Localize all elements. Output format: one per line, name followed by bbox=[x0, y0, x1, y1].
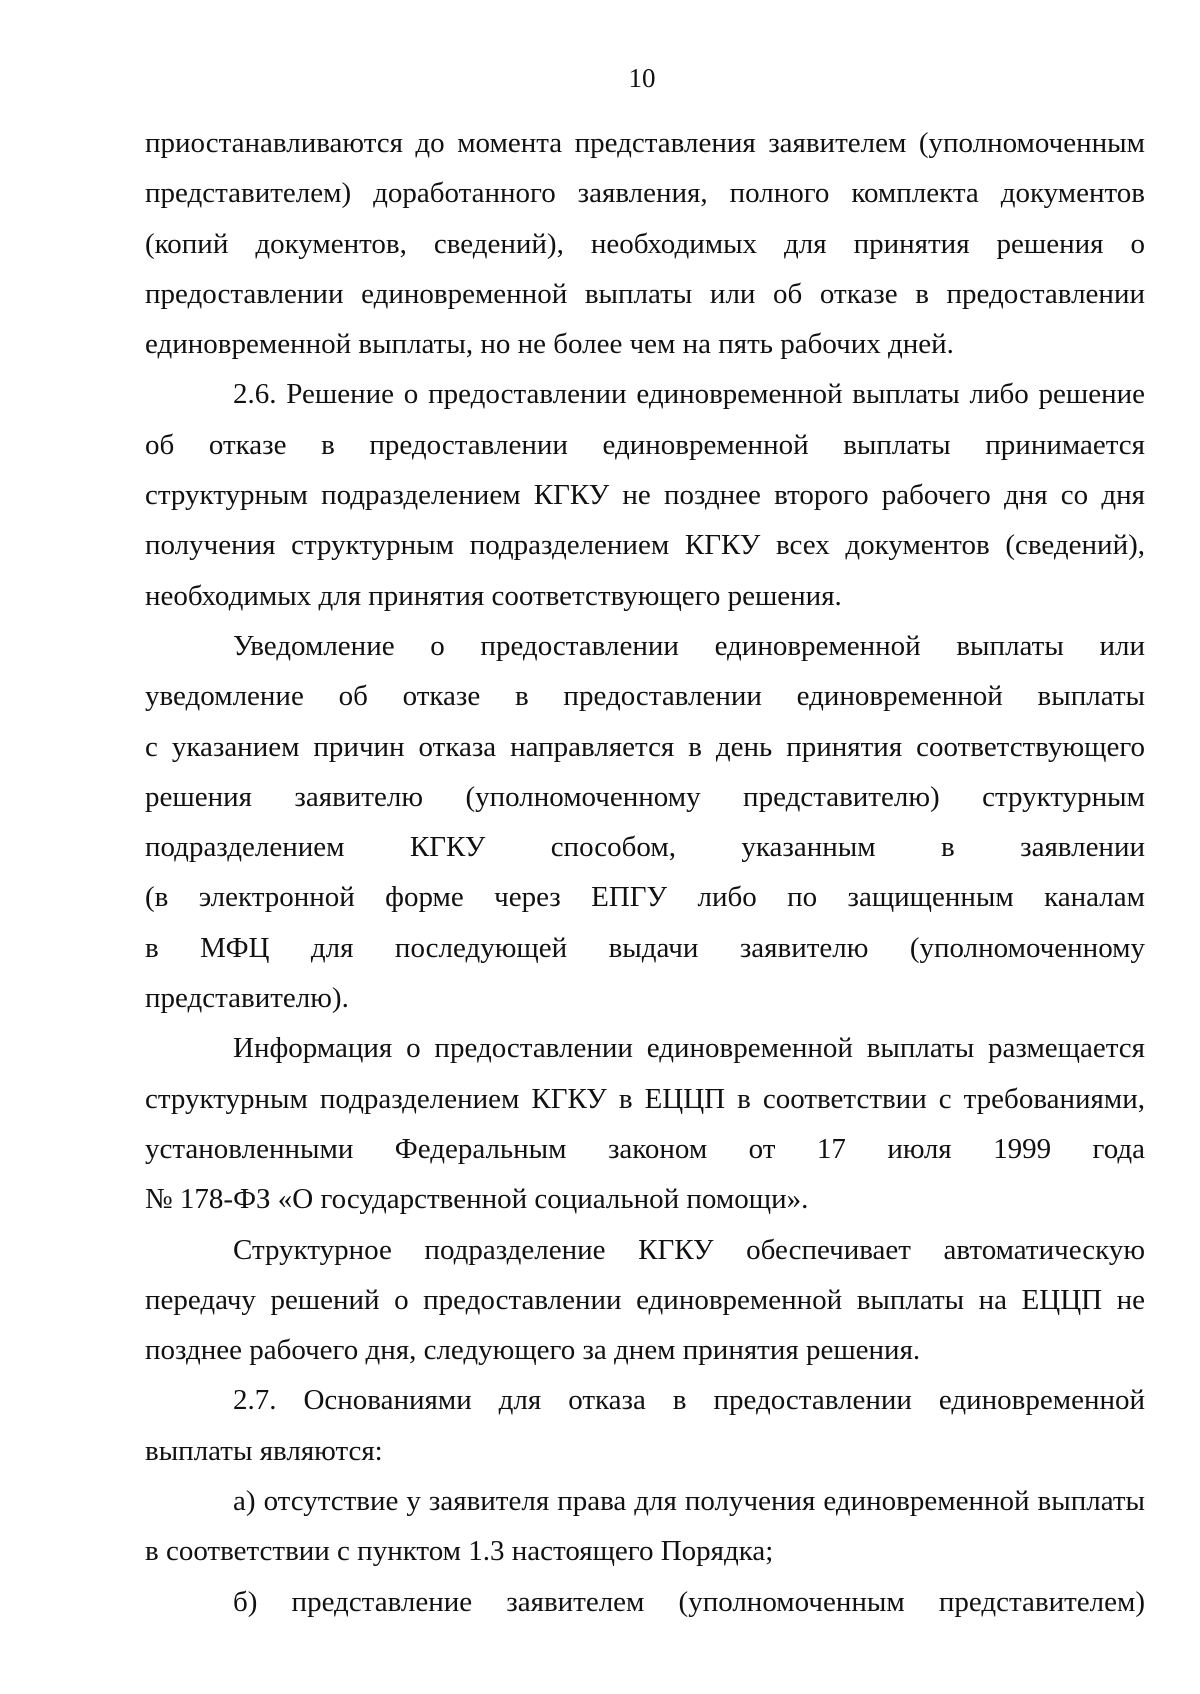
text-line: об отказе в предоставлении единовременной выплаты принимается bbox=[145, 428, 1145, 461]
text-line: приостанавливаются до момента представления заявителем (уполномоченным bbox=[145, 127, 1145, 159]
text-line: (копий документов, сведений), необходимых для принятия решения о bbox=[145, 227, 1145, 260]
text-line: уведомление об отказе в предоставлении единовременной выплаты bbox=[145, 680, 1145, 713]
text-line: Уведомление о предоставлении единовременной выплаты или bbox=[233, 629, 1145, 662]
paragraph bbox=[145, 1476, 1145, 1577]
text-line: установленными Федеральным законом от 17 июля 1999 года bbox=[145, 1132, 1145, 1165]
text-line: получения структурным подразделением КГКУ всех документов (сведений), bbox=[145, 529, 1145, 562]
paragraph bbox=[145, 369, 1145, 620]
text-line: подразделением КГКУ способом, указанным в заявлении bbox=[145, 831, 1145, 864]
text-line: выплаты являются: bbox=[145, 1434, 383, 1467]
text-line: единовременной выплаты, но не более чем на пять рабочих дней. bbox=[145, 328, 954, 361]
paragraph bbox=[145, 1023, 1145, 1224]
text-line: передачу решений о предоставлении единовременной выплаты на ЕЦЦП не bbox=[145, 1283, 1145, 1316]
paragraph bbox=[145, 621, 1145, 1023]
text-line: представителю). bbox=[145, 982, 349, 1015]
text-line: в МФЦ для последующей выдачи заявителю (уполномоченному bbox=[145, 931, 1145, 964]
text-line: Структурное подразделение КГКУ обеспечивает автоматическую bbox=[233, 1233, 1145, 1266]
text-line: (в электронной форме через ЕПГУ либо по защищенным каналам bbox=[145, 881, 1145, 914]
text-line: в соответствии с пунктом 1.3 настоящего Порядка; bbox=[145, 1535, 774, 1568]
paragraph bbox=[145, 1375, 1145, 1476]
text-line: необходимых для принятия соответствующего решения. bbox=[145, 579, 842, 612]
text-line: решения заявителю (уполномоченному представителю) структурным bbox=[145, 780, 1145, 813]
paragraph bbox=[145, 1225, 1145, 1376]
page-number: 10 bbox=[628, 63, 656, 93]
text-line: структурным подразделением КГКУ в ЕЦЦП в соответствии с требованиями, bbox=[145, 1082, 1145, 1115]
text-line: позднее рабочего дня, следующего за днем принятия решения. bbox=[145, 1334, 921, 1367]
document-body bbox=[145, 118, 1145, 1627]
paragraph bbox=[145, 118, 1145, 369]
text-line: а) отсутствие у заявителя права для получения единовременной выплаты bbox=[233, 1485, 1145, 1518]
text-line: предоставлении единовременной выплаты или об отказе в предоставлении bbox=[145, 277, 1145, 310]
text-line: с указанием причин отказа направляется в день принятия соответствующего bbox=[145, 730, 1145, 763]
text-line: 2.7. Основаниями для отказа в предоставлении единовременной bbox=[233, 1384, 1145, 1417]
text-line: структурным подразделением КГКУ не позднее второго рабочего дня со дня bbox=[145, 479, 1145, 512]
text-line: Информация о предоставлении единовременной выплаты размещается bbox=[233, 1032, 1145, 1065]
paragraph bbox=[145, 1577, 1145, 1627]
text-line: № 178-ФЗ «О государственной социальной помощи». bbox=[145, 1183, 809, 1216]
text-line: 2.6. Решение о предоставлении единовременной выплаты либо решение bbox=[233, 378, 1145, 411]
text-line: представителем) доработанного заявления, полного комплекта документов bbox=[145, 177, 1145, 210]
text-line: б) представление заявителем (уполномоченным представителем) bbox=[233, 1585, 1145, 1618]
